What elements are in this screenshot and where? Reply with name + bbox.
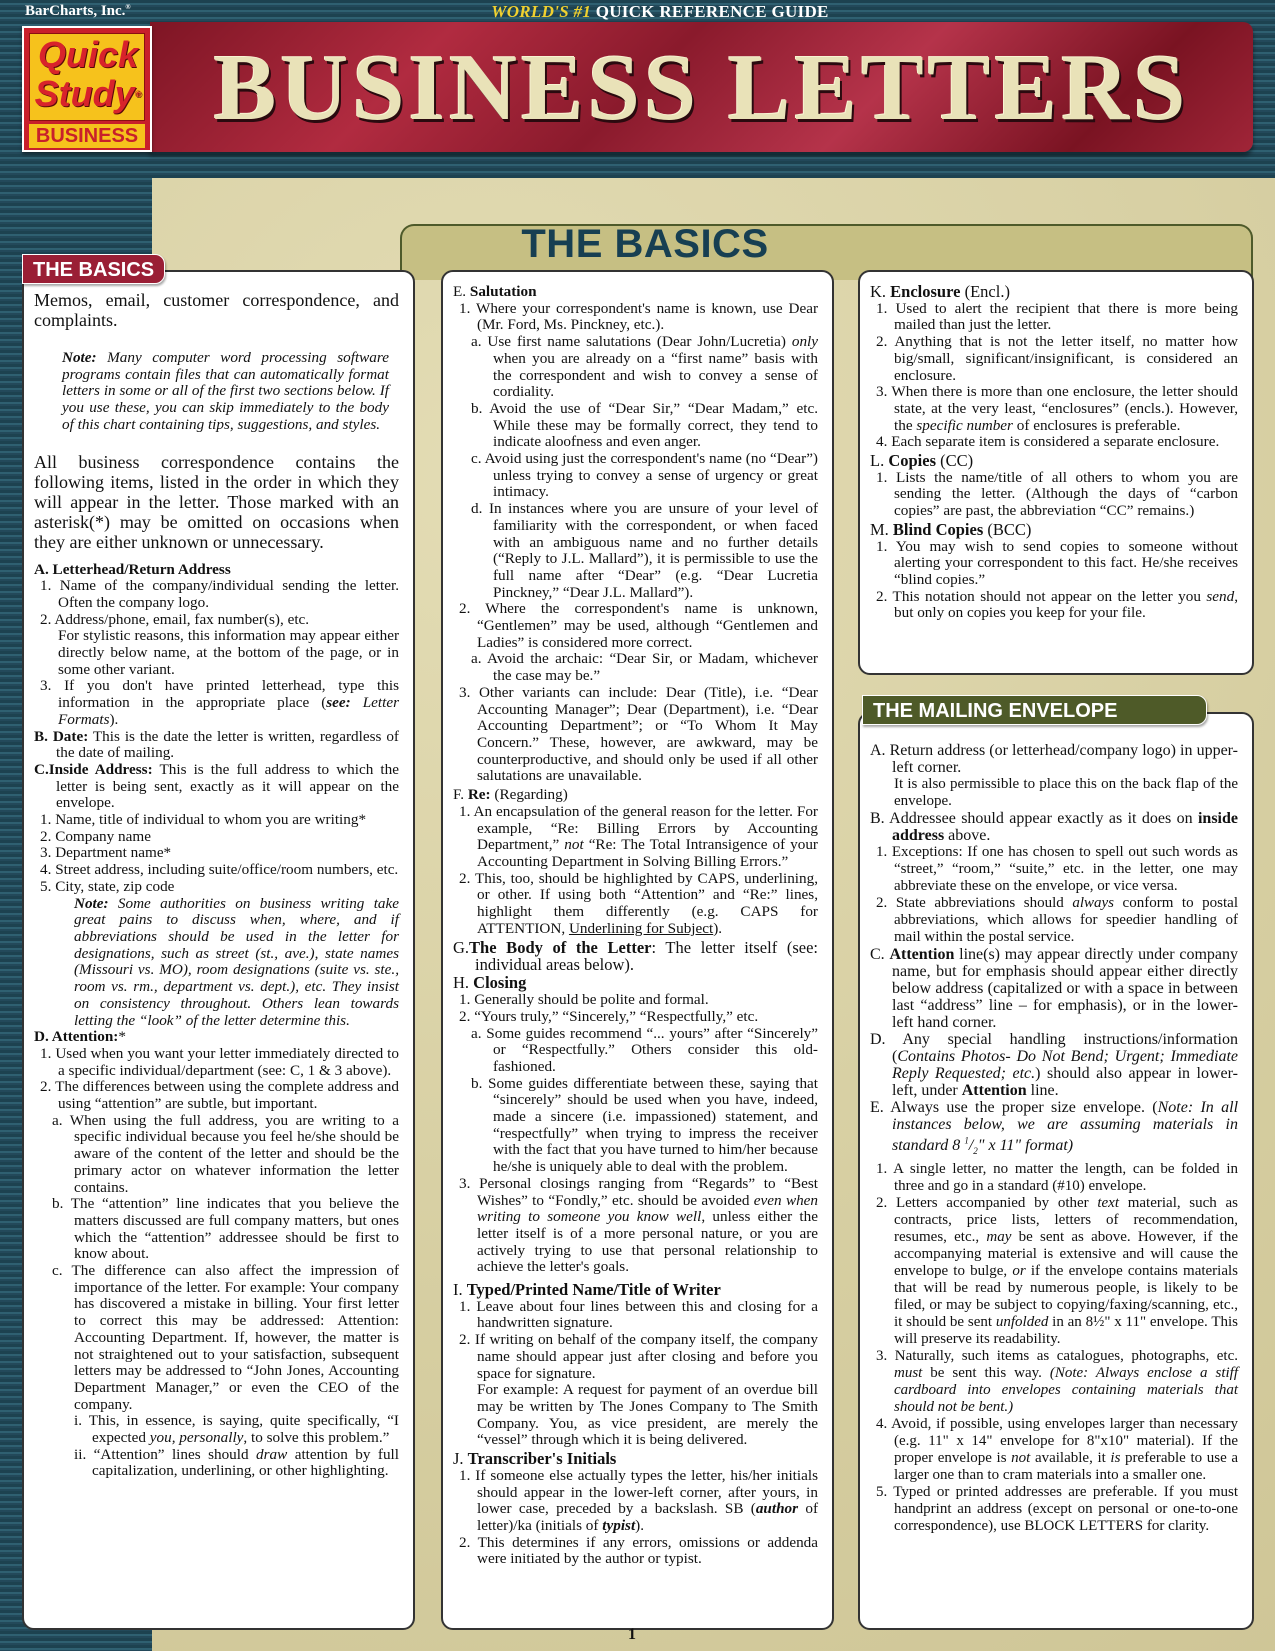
item-b: B. Date: This is the date the letter is written, regardless of the date of mailing. [34,727,399,762]
quickstudy-logo: Quick Study® BUSINESS [22,26,152,152]
item-k-heading: K. Enclosure (Encl.) [870,282,1010,301]
list-item: 1. Where your correspondent's name is known, use Dear (Mr. Ford, Ms. Pinckney, etc.). [459,299,818,334]
list-item: 2. Where the correspondent's name is unknown, “Gentlemen” may be used, although “Gentlemen and Ladies” is considered more correct. [459,600,818,651]
item-g: G.The Body of the Letter: The letter itself (see: individual areas below). [453,938,818,975]
list-item: 2. Address/phone, email, fax number(s), etc. [40,610,310,628]
list-item: For stylistic reasons, this information may appear either directly below name, at the bottom of the page, or in some other variant. [58,627,399,678]
list-item: 2. This, too, should be highlighted by CAPS, underlining, or other. If using both “Attention” and “Re:” lines, highlight them differently (e.g. CAPS for ATTENTION, Underlining for Subject). [459,869,818,937]
list-item: 1. Used when you want your letter immediately directed to a specific individual/department (see: C, 1 & 3 above). [40,1044,399,1079]
section-heading: THE BASICS [521,222,769,266]
list-item: 3. When there is more than one enclosure, the letter should state, at the very least, “enclosures” (encls.). However, the specific number of enclosures is preferable. [876,383,1238,434]
list-item: 1. You may wish to send copies to someone without alerting your correspondent to this fact. He/she receives “blind copies.” [876,537,1238,588]
item-l-heading: L. Copies (CC) [870,451,974,471]
tab-the-basics: THE BASICS [22,254,165,284]
tab-mailing-envelope: THE MAILING ENVELOPE [862,695,1207,725]
list-item: 4. Avoid, if possible, using envelopes larger than necessary (e.g. 11" x 14" envelope for 8"x10" material). If the proper envelope is not available, it is preferable to use a larger one than to cram materials into a smaller one. [876,1415,1239,1483]
list-item: D. Any special handling instructions/information (Contains Photos- Do Not Bend; Urgent; Immediate Reply Requested; etc.) should also appear in lower-left, under Attention line. [870,1031,1238,1099]
item-d: D. Attention:* [34,1028,126,1046]
list-item: i. This, in essence, is saying, quite specifically, “I expected you, personally, to solve this problem.” [74,1412,399,1447]
list-item: B. Addressee should appear exactly as it does on inside address above. [870,810,1238,844]
list-item: 1. Name of the company/individual sending the letter. Often the company logo. [40,577,399,611]
list-item: 1. A single letter, no matter the length, can be folded in three and go in a standard (#10) envelope. [876,1160,1238,1194]
list-item: 2. If writing on behalf of the company itself, the company name should appear just after closing and before you space for signature. [459,1331,818,1382]
column-basics-middle [441,270,834,1630]
list-item: 2. Company name [40,827,151,845]
list-item: d. In instances where you are unsure of your level of familiarity with the correspondent, or when faced with an ambiguous name and no further details (“Reply to J.L. Mallard”), it is permissible to use the full name after “Dear” (e.g. “Dear Lucretia Pinckney,” “Dear J.L. Mallard”). [471,500,818,601]
list-item: b. Some guides differentiate between these, saying that “sincerely” should be used when you have, indeed, made a sincere (i.e. impassioned) statement, and “respectfully” when trying to impress the receiver with the fact that you have turned to him/her because he/she is uniquely able to deal with the problem. [471,1074,818,1176]
list-item: 4. Each separate item is considered a separate enclosure. [876,433,1220,451]
list-item: 2. Anything that is not the letter itself, no matter how big/small, significant/insignificant, is considered an enclosure. [876,333,1238,384]
list-item: c. Avoid using just the correspondent's name (no “Dear”) unless trying to convey a sense of urgency or great intimacy. [471,450,818,501]
intro-text: Memos, email, customer correspondence, and complaints. [34,290,399,330]
list-item: 5. Typed or printed addresses are preferable. If you must handprint an address (except on personal or one-to-one correspondence), use BLOCK LETTERS for clarity. [876,1483,1238,1534]
note-word-processing: Note: Many computer word processing software programs contain files that can automatically format letters in some or all of the first two sections below. If you use these, you can skip immediately to the body of this chart containing tips, suggestions, and styles. [62,349,389,433]
note-abbreviations: Note: Some authorities on business writing take great pains to discuss when, where, and if abbreviations should be used in the letter for designations, such as street (st., ave.), state names (Missouri vs. MO), room designations (suite vs. ste., room vs. rm., department vs. dept.), etc. They insist on consistency throughout. Others lean towards letting the “look” of the letter determine this. [74,894,399,1029]
list-item: a. Some guides recommend “... yours” after “Sincerely” or “Respectfully.” Others consider this old-fashioned. [471,1024,818,1075]
list-item: b. Avoid the use of “Dear Sir,” “Dear Madam,” etc. While these may be formally correct, they tend to indicate aloofness and even anger. [471,399,818,451]
list-item: b. The “attention” line indicates that you believe the matters discussed are full company matters, but ones which the “attention” addressee should be first to know about. [52,1195,399,1263]
list-item: 3. Naturally, such items as catalogues, photographs, etc. must be sent this way. (Note: Always enclose a stiff cardboard into envelopes containing materials that should not be bent.) [876,1347,1238,1415]
list-item: 3. Department name* [40,844,172,862]
list-item: c. The difference can also affect the impression of importance of the letter. For example: Your company has discovered a mistake in billing. Your first letter to correct this may be addressed: Attention: Accounting Department. If, however, the matter is not straightened out to your satisfaction, subsequent letters may be addressed to “John Jones, Accounting Department Manager,” or even the CEO of the company. [52,1262,399,1413]
list-item: ii. “Attention” lines should draw attention by full capitalization, underlining, or other highlighting. [74,1445,399,1480]
list-item: E. Always use the proper size envelope. (Note: In all instances below, we are assuming materials in standard 8 $^1/_2$" x 11" format) [870,1099,1239,1157]
list-item: 3. Personal closings ranging from “Regards” to “Best Wishes” to “Fondly,” etc. should be avoided even when writing to someone you know well, unless either the letter itself is of a more personal nature, or you are actively trying to use that personal relationship to achieve the letter's goals. [459,1174,819,1276]
item-a-heading: A. Letterhead/Return Address [34,560,231,578]
list-item: a. When using the full address, you are writing to a specific individual because you feel he/she should be aware of the content of the letter and should be the primary actor on whatever information the letter contains. [52,1111,399,1196]
item-j-heading: J. Transcriber's Initials [453,1449,617,1469]
list-item: 1. Generally should be polite and formal. [459,991,709,1009]
list-item: a. Avoid the archaic: “Dear Sir, or Madam, whichever the case may be.” [471,650,818,685]
intro-paragraph: All business correspondence contains the following items, listed in the order in which they will appear in the letter. Those marked with an asterisk(*) may be omitted on occasions when they are either unknown or unnecessary. [34,451,399,552]
item-h-heading: H. Closing [453,973,527,993]
list-item: 1. If someone else actually types the letter, his/her initials should appear in the lower-left corner, after yours, in lower case, preceded by a backslash. SB (author of letter)/ka (initials of typist). [459,1466,818,1534]
list-item: C. Attention line(s) may appear directly under company name, but for emphasis should appear either directly below address (capitalized or with a space in between last “address” line – for emphasis), or in the lower-left hand corner. [870,946,1239,1031]
page-title: BUSINESS LETTERS [213,36,1190,140]
list-item: 2. The differences between using the complete address and using “attention” are subtle, but important. [40,1078,399,1113]
list-item: 1. Name, title of individual to whom you are writing* [40,811,367,829]
list-item: 2. “Yours truly,” “Sincerely,” “Respectfully,” etc. [459,1007,759,1025]
list-item: 3. If you don't have printed letterhead, type this information in the appropriate place (see: Letter Formats). [40,677,399,728]
list-item: 2. Letters accompanied by other text material, such as contracts, price lists, letters of recommendation, resumes, etc., may be sent as above. However, if the accompanying material is extensive and will cause the envelope to bulge, or if the envelope contains materials that will be read by numerous people, is likely to be filed, or may be subject to copying/faxing/scanning, etc., it should be sent unfolded in an 8½" x 11" envelope. This will preserve its readability. [876,1194,1238,1347]
item-c: C.Inside Address: This is the full address to which the letter is being sent, exactly as it will appear on the envelope. [34,760,399,812]
list-item: 1. An encapsulation of the general reason for the letter. For example, “Re: Billing Errors by Accounting Department,” not “Re: The Total Intransigence of your Accounting Department in Solving Billing Errors.” [459,802,818,870]
list-item: 1. Exceptions: If one has chosen to spell out such words as “street,” “room,” “suite,” etc. in the letter, one may abbreviate these on the envelope, or vice versa. [876,844,1238,894]
list-item: a. Use first name salutations (Dear John/Lucretia) only when you are already on a “first name” basis with the correspondent and wish to convey a sense of cordiality. [471,333,818,401]
item-e-heading: E. Salutation [453,283,537,300]
list-item: 3. Other variants can include: Dear (Title), i.e. “Dear Accounting Manager”; Dear (Department), i.e. “Dear Accounting Department”; or “To Whom It May Concern.” These, however, are awkward, may be counterproductive, and should only be used if all other salutations are unavailable. [459,683,818,785]
publisher-name: BarCharts, Inc.® [25,3,131,19]
list-item: It is also permissible to place this on the back flap of the envelope. [894,776,1238,809]
column-basics-left [22,270,415,1630]
list-item: 1. Used to alert the recipient that there is more being mailed than just the letter. [876,299,1238,334]
guide-tagline: WORLD'S #1 QUICK REFERENCE GUIDE [491,2,829,21]
list-item: For example: A request for payment of an overdue bill may be written by The Jones Company to The Smith Company. You, as vice president, are merely the “vessel” through which it is being delivered. [477,1381,818,1449]
list-item: 4. Street address, including suite/office/room numbers, etc. [40,861,399,879]
column-basics-right [858,270,1254,675]
item-f-heading: F. Re: (Regarding) [453,786,568,804]
page-number: 1 [628,1626,636,1643]
list-item: 1. Lists the name/title of all others to whom you are sending the letter. (Although the days of “carbon copies” are past, the abbreviation “CC” remains.) [876,468,1238,520]
list-item: 1. Leave about four lines between this and closing for a handwritten signature. [459,1297,818,1332]
item-i-heading: I. Typed/Printed Name/Title of Writer [453,1280,721,1300]
list-item: 2. This determines if any errors, omissions or addenda were initiated by the author or typist. [459,1533,818,1568]
list-item: A. Return address (or letterhead/company logo) in upper-left corner. [870,742,1238,776]
list-item: 2. State abbreviations should always conform to postal abbreviations, which allows for speedier handling of mail within the postal service. [876,895,1238,945]
item-m-heading: M. Blind Copies (BCC) [870,519,1032,539]
column-mailing-envelope [858,712,1254,1630]
list-item: 2. This notation should not appear on the letter you send, but only on copies you keep for your file. [876,587,1238,622]
list-item: 5. City, state, zip code [40,877,175,895]
